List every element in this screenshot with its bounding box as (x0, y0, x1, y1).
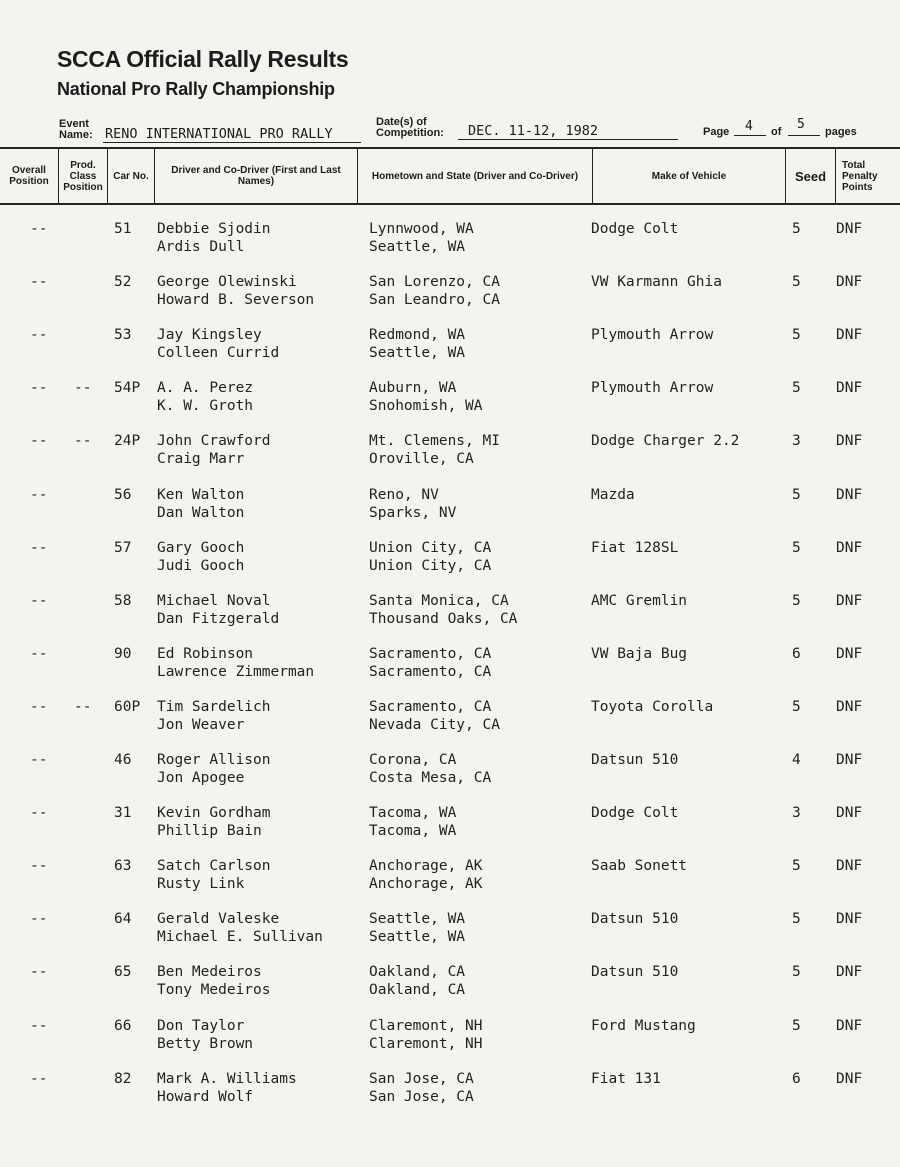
vehicle-make: VW Baja Bug (591, 645, 688, 662)
event-label: Event (59, 118, 89, 130)
event-name-value: RENO INTERNATIONAL PRO RALLY (105, 126, 333, 142)
seed-value: 5 (792, 380, 801, 397)
codriver-name: Howard B. Severson (157, 292, 315, 309)
seed-value: 5 (792, 274, 801, 291)
hometowns (369, 1017, 483, 1053)
table-row (0, 751, 900, 801)
overall-position: -- (30, 380, 48, 397)
of-underline (788, 135, 820, 136)
vehicle-make: Fiat 128SL (591, 539, 679, 556)
driver-names (157, 379, 253, 415)
codriver-hometown: Union City, CA (369, 557, 492, 574)
penalty-points: DNF (836, 380, 863, 397)
driver-name: Gerald Valeske (157, 911, 280, 928)
event-name-underline (103, 142, 361, 143)
overall-position: -- (30, 1017, 48, 1034)
seed-value: 5 (792, 964, 801, 981)
seed-value: 5 (792, 1017, 801, 1034)
table-row (0, 963, 900, 1013)
col-seed: Seed (786, 149, 836, 203)
vehicle-make: Ford Mustang (591, 1017, 696, 1034)
codriver-name: Rusty Link (157, 876, 245, 893)
car-number: 82 (114, 1070, 132, 1087)
driver-hometown: San Lorenzo, CA (369, 274, 500, 291)
car-number: 60P (114, 698, 141, 715)
overall-position: -- (30, 752, 48, 768)
codriver-hometown: Sacramento, CA (369, 663, 492, 680)
penalty-points: DNF (836, 645, 863, 662)
codriver-name: Howard Wolf (157, 1088, 254, 1105)
table-row (0, 539, 900, 589)
driver-names (157, 273, 314, 309)
document-title: SCCA Official Rally Results (57, 46, 349, 72)
seed-value: 5 (792, 327, 801, 344)
codriver-hometown: Sparks, NV (369, 504, 457, 521)
table-row (0, 910, 900, 960)
penalty-points: DNF (836, 274, 863, 291)
overall-position: -- (30, 327, 48, 344)
seed-value: 5 (792, 911, 801, 928)
class-position: -- (74, 380, 92, 397)
hometowns (369, 698, 500, 734)
vehicle-make: AMC Gremlin (591, 592, 688, 609)
penalty-points: DNF (836, 486, 863, 503)
hometowns (369, 273, 500, 309)
hometowns (369, 432, 500, 468)
driver-names (157, 857, 271, 893)
driver-hometown: Anchorage, AK (369, 858, 483, 875)
driver-names (157, 432, 271, 468)
vehicle-make: Plymouth Arrow (591, 380, 714, 397)
hometowns (369, 804, 456, 840)
seed-value: 3 (792, 805, 801, 822)
date-label-1: Date(s) of (376, 116, 427, 128)
penalty-points: DNF (836, 911, 863, 928)
codriver-hometown: Claremont, NH (369, 1035, 483, 1052)
seed-value: 6 (792, 645, 801, 662)
penalty-points: DNF (836, 592, 863, 609)
vehicle-make: Toyota Corolla (591, 698, 714, 715)
overall-position: -- (30, 1070, 48, 1087)
driver-hometown: Corona, CA (369, 752, 457, 768)
penalty-points: DNF (836, 1070, 863, 1087)
table-row (0, 1017, 900, 1067)
hometowns (369, 751, 491, 787)
driver-name: Mark A. Williams (157, 1070, 297, 1087)
penalty-points: DNF (836, 1017, 863, 1034)
driver-hometown: Reno, NV (369, 486, 439, 503)
penalty-points: DNF (836, 752, 863, 768)
codriver-name: Jon Apogee (157, 770, 245, 786)
driver-name: Jay Kingsley (157, 327, 262, 344)
driver-hometown: Sacramento, CA (369, 698, 492, 715)
driver-name: Ken Walton (157, 486, 245, 503)
table-row (0, 698, 900, 748)
table-row (0, 1070, 900, 1120)
codriver-name: Colleen Currid (157, 345, 280, 362)
codriver-name: Michael E. Sullivan (157, 929, 323, 946)
table-header (0, 147, 900, 205)
driver-hometown: Santa Monica, CA (369, 592, 509, 609)
driver-hometown: Seattle, WA (369, 911, 466, 928)
driver-names (157, 220, 271, 256)
page-underline (734, 135, 766, 136)
penalty-points: DNF (836, 698, 863, 715)
table-row (0, 326, 900, 376)
hometowns (369, 645, 491, 681)
class-position: -- (74, 698, 92, 715)
seed-value: 5 (792, 486, 801, 503)
driver-name: Ben Medeiros (157, 964, 262, 981)
hometowns (369, 857, 483, 893)
car-number: 64 (114, 911, 132, 928)
vehicle-make: VW Karmann Ghia (591, 274, 722, 291)
car-number: 52 (114, 274, 132, 291)
hometowns (369, 539, 491, 575)
date-underline (458, 139, 678, 140)
car-number: 57 (114, 539, 132, 556)
col-penalty: Total Penalty Points (842, 159, 878, 193)
penalty-points: DNF (836, 327, 863, 344)
of-label: of (771, 126, 782, 138)
driver-name: A. A. Perez (157, 380, 254, 397)
penalty-points: DNF (836, 539, 863, 556)
driver-hometown: Redmond, WA (369, 327, 466, 344)
codriver-hometown: Oroville, CA (369, 451, 474, 468)
document-subtitle: National Pro Rally Championship (57, 79, 335, 99)
seed-value: 5 (792, 698, 801, 715)
car-number: 31 (114, 805, 132, 822)
codriver-name: Betty Brown (157, 1035, 254, 1052)
driver-name: Gary Gooch (157, 539, 245, 556)
seed-value: 5 (792, 592, 801, 609)
hometowns (369, 326, 465, 362)
table-row (0, 857, 900, 907)
driver-name: Don Taylor (157, 1017, 245, 1034)
seed-value: 5 (792, 539, 801, 556)
seed-value: 5 (792, 221, 801, 237)
hometowns (369, 1070, 474, 1106)
penalty-points: DNF (836, 805, 863, 822)
car-number: 51 (114, 221, 132, 237)
driver-hometown: Union City, CA (369, 539, 492, 556)
codriver-name: K. W. Groth (157, 398, 254, 415)
driver-names (157, 592, 279, 628)
codriver-hometown: Nevada City, CA (369, 716, 500, 733)
driver-name: George Olewinski (157, 274, 297, 291)
class-position: -- (74, 433, 92, 450)
codriver-name: Jon Weaver (157, 716, 245, 733)
driver-names (157, 486, 244, 522)
codriver-name: Dan Walton (157, 504, 245, 521)
table-row (0, 592, 900, 642)
seed-value: 3 (792, 433, 801, 450)
col-driver: Driver and Co-Driver (First and Last Names) (155, 149, 358, 203)
hometowns (369, 486, 456, 522)
pages-label: pages (825, 126, 857, 138)
table-row (0, 220, 900, 270)
car-number: 56 (114, 486, 132, 503)
table-row (0, 645, 900, 695)
driver-hometown: Claremont, NH (369, 1017, 483, 1034)
codriver-name: Lawrence Zimmerman (157, 663, 315, 680)
table-row (0, 432, 900, 482)
codriver-hometown: Seattle, WA (369, 929, 466, 946)
codriver-hometown: Seattle, WA (369, 345, 466, 362)
codriver-name: Craig Marr (157, 451, 245, 468)
penalty-points: DNF (836, 858, 863, 875)
driver-names (157, 326, 279, 362)
car-number: 90 (114, 645, 132, 662)
car-number: 63 (114, 858, 132, 875)
vehicle-make: Dodge Colt (591, 805, 679, 822)
overall-position: -- (30, 433, 48, 450)
car-number: 53 (114, 327, 132, 344)
codriver-hometown: Tacoma, WA (369, 823, 457, 840)
table-row (0, 273, 900, 323)
codriver-name: Tony Medeiros (157, 982, 271, 999)
codriver-hometown: Thousand Oaks, CA (369, 610, 518, 627)
overall-position: -- (30, 698, 48, 715)
driver-names (157, 963, 271, 999)
car-number: 58 (114, 592, 132, 609)
col-car: Car No. (108, 149, 155, 203)
overall-position: -- (30, 274, 48, 291)
hometowns (369, 220, 474, 256)
driver-names (157, 804, 271, 840)
col-hometown: Hometown and State (Driver and Co-Driver) (358, 149, 593, 203)
car-number: 54P (114, 380, 141, 397)
driver-name: Michael Noval (157, 592, 271, 609)
driver-names (157, 910, 323, 946)
driver-names (157, 1070, 297, 1106)
overall-position: -- (30, 539, 48, 556)
codriver-hometown: San Jose, CA (369, 1088, 474, 1105)
vehicle-make: Fiat 131 (591, 1070, 661, 1087)
codriver-hometown: Snohomish, WA (369, 398, 483, 415)
table-row (0, 379, 900, 429)
seed-value: 5 (792, 858, 801, 875)
codriver-hometown: Anchorage, AK (369, 876, 483, 893)
overall-position: -- (30, 486, 48, 503)
driver-hometown: Auburn, WA (369, 380, 457, 397)
overall-position: -- (30, 805, 48, 822)
driver-name: Ed Robinson (157, 645, 254, 662)
car-number: 46 (114, 752, 132, 768)
codriver-hometown: Oakland, CA (369, 982, 466, 999)
date-value: DEC. 11-12, 1982 (468, 123, 599, 139)
driver-hometown: Lynnwood, WA (369, 221, 474, 237)
overall-position: -- (30, 592, 48, 609)
driver-hometown: Oakland, CA (369, 964, 466, 981)
driver-name: Debbie Sjodin (157, 221, 271, 237)
driver-names (157, 539, 244, 575)
col-make: Make of Vehicle (593, 149, 786, 203)
overall-position: -- (30, 911, 48, 928)
of-value: 5 (797, 117, 805, 132)
penalty-points: DNF (836, 433, 863, 450)
vehicle-make: Dodge Charger 2.2 (591, 433, 740, 450)
table-row (0, 486, 900, 536)
car-number: 65 (114, 964, 132, 981)
vehicle-make: Datsun 510 (591, 911, 679, 928)
driver-hometown: Tacoma, WA (369, 805, 457, 822)
driver-name: Tim Sardelich (157, 698, 271, 715)
driver-name: Roger Allison (157, 752, 271, 768)
vehicle-make: Mazda (591, 486, 635, 503)
overall-position: -- (30, 858, 48, 875)
table-row (0, 804, 900, 854)
hometowns (369, 379, 483, 415)
driver-hometown: Mt. Clemens, MI (369, 433, 500, 450)
overall-position: -- (30, 964, 48, 981)
driver-name: Kevin Gordham (157, 805, 271, 822)
driver-name: John Crawford (157, 433, 271, 450)
car-number: 66 (114, 1017, 132, 1034)
date-label-2: Competition: (376, 127, 444, 139)
codriver-name: Dan Fitzgerald (157, 610, 280, 627)
vehicle-make: Plymouth Arrow (591, 327, 714, 344)
vehicle-make: Dodge Colt (591, 221, 679, 237)
vehicle-make: Datsun 510 (591, 964, 679, 981)
codriver-hometown: San Leandro, CA (369, 292, 500, 309)
driver-name: Satch Carlson (157, 858, 271, 875)
overall-position: -- (30, 645, 48, 662)
driver-names (157, 645, 314, 681)
driver-names (157, 698, 271, 734)
driver-names (157, 751, 271, 787)
codriver-hometown: Costa Mesa, CA (369, 770, 492, 786)
vehicle-make: Saab Sonett (591, 858, 688, 875)
penalty-points: DNF (836, 964, 863, 981)
col-overall: Overall Position (0, 149, 59, 203)
overall-position: -- (30, 221, 48, 237)
codriver-hometown: Seattle, WA (369, 239, 466, 255)
penalty-points: DNF (836, 221, 863, 237)
page-label: Page (703, 126, 730, 138)
page-value: 4 (745, 119, 753, 134)
codriver-name: Judi Gooch (157, 557, 245, 574)
codriver-name: Phillip Bain (157, 823, 262, 840)
driver-hometown: San Jose, CA (369, 1070, 474, 1087)
seed-value: 4 (792, 752, 801, 768)
col-class: Prod. Class Position (59, 149, 108, 203)
car-number: 24P (114, 433, 141, 450)
hometowns (369, 592, 517, 628)
hometowns (369, 910, 465, 946)
codriver-name: Ardis Dull (157, 239, 245, 255)
hometowns (369, 963, 465, 999)
vehicle-make: Datsun 510 (591, 752, 679, 768)
driver-hometown: Sacramento, CA (369, 645, 492, 662)
event-name-label: Name: (59, 129, 93, 141)
driver-names (157, 1017, 253, 1053)
seed-value: 6 (792, 1070, 801, 1087)
